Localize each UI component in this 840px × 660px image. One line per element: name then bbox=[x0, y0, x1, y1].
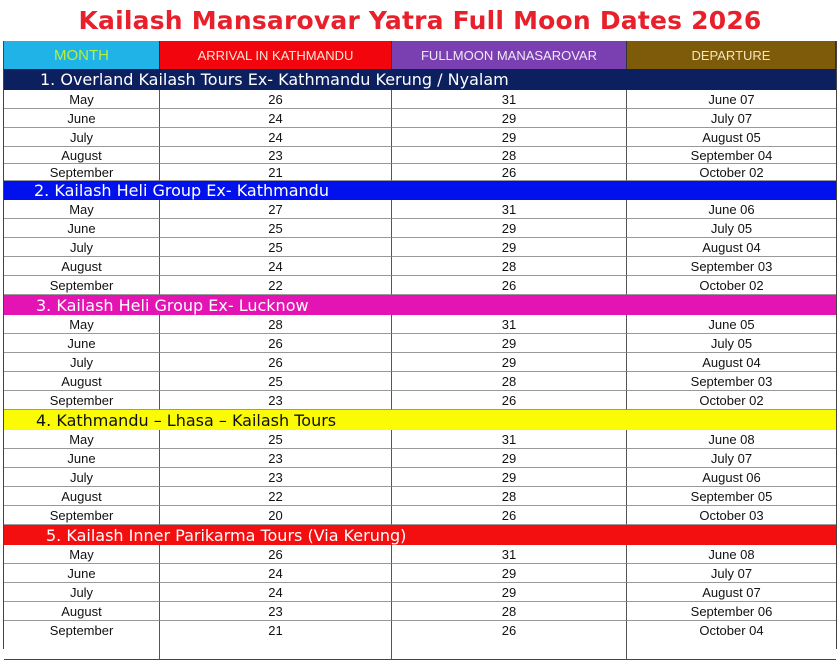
column-header-departure: DEPARTURE bbox=[627, 41, 836, 69]
arrival-cell: 23 bbox=[160, 391, 392, 410]
fullmoon-cell: 26 bbox=[392, 621, 627, 660]
month-cell: May bbox=[4, 90, 160, 109]
column-header-arrival: ARRIVAL IN KATHMANDU bbox=[160, 41, 392, 69]
table-row bbox=[4, 391, 836, 410]
month-cell: May bbox=[4, 545, 160, 564]
fullmoon-cell: 29 bbox=[392, 334, 627, 353]
arrival-cell: 23 bbox=[160, 449, 392, 468]
departure-cell: July 07 bbox=[627, 109, 836, 128]
month-cell: June bbox=[4, 449, 160, 468]
full-moon-dates-table bbox=[3, 41, 837, 649]
fullmoon-cell: 29 bbox=[392, 238, 627, 257]
arrival-cell: 22 bbox=[160, 487, 392, 506]
fullmoon-cell: 28 bbox=[392, 487, 627, 506]
departure-cell: June 07 bbox=[627, 90, 836, 109]
departure-cell: August 07 bbox=[627, 583, 836, 602]
section-heading: 5. Kailash Inner Parikarma Tours (Via Kerung) bbox=[4, 525, 836, 545]
fullmoon-cell: 29 bbox=[392, 468, 627, 487]
departure-cell: August 05 bbox=[627, 128, 836, 147]
month-cell: September bbox=[4, 621, 160, 660]
table-row bbox=[4, 315, 836, 334]
table-row bbox=[4, 545, 836, 564]
arrival-cell: 23 bbox=[160, 468, 392, 487]
departure-cell: August 06 bbox=[627, 468, 836, 487]
table-header-row bbox=[4, 41, 836, 69]
arrival-cell: 25 bbox=[160, 238, 392, 257]
departure-cell: June 08 bbox=[627, 430, 836, 449]
month-cell: June bbox=[4, 334, 160, 353]
month-cell: August bbox=[4, 147, 160, 164]
month-cell: July bbox=[4, 128, 160, 147]
fullmoon-cell: 26 bbox=[392, 506, 627, 525]
fullmoon-cell: 31 bbox=[392, 430, 627, 449]
departure-cell: September 04 bbox=[627, 147, 836, 164]
table-row bbox=[4, 200, 836, 219]
departure-cell: June 08 bbox=[627, 545, 836, 564]
table-row bbox=[4, 430, 836, 449]
column-header-month: MONTH bbox=[4, 41, 160, 69]
departure-cell: October 02 bbox=[627, 391, 836, 410]
fullmoon-cell: 29 bbox=[392, 564, 627, 583]
fullmoon-cell: 29 bbox=[392, 219, 627, 238]
departure-cell: August 04 bbox=[627, 353, 836, 372]
table-row bbox=[4, 334, 836, 353]
arrival-cell: 23 bbox=[160, 147, 392, 164]
table-row bbox=[4, 109, 836, 128]
table-row bbox=[4, 276, 836, 295]
fullmoon-cell: 29 bbox=[392, 128, 627, 147]
fullmoon-cell: 29 bbox=[392, 449, 627, 468]
fullmoon-cell: 31 bbox=[392, 90, 627, 109]
table-row bbox=[4, 506, 836, 525]
table-row bbox=[4, 147, 836, 164]
month-cell: May bbox=[4, 315, 160, 334]
table-row bbox=[4, 128, 836, 147]
table-row bbox=[4, 449, 836, 468]
arrival-cell: 26 bbox=[160, 334, 392, 353]
month-cell: July bbox=[4, 583, 160, 602]
section-heading: 3. Kailash Heli Group Ex- Lucknow bbox=[4, 295, 836, 315]
arrival-cell: 21 bbox=[160, 164, 392, 181]
arrival-cell: 25 bbox=[160, 430, 392, 449]
departure-cell: October 03 bbox=[627, 506, 836, 525]
fullmoon-cell: 31 bbox=[392, 545, 627, 564]
fullmoon-cell: 28 bbox=[392, 257, 627, 276]
fullmoon-cell: 26 bbox=[392, 164, 627, 181]
page-title: Kailash Mansarovar Yatra Full Moon Dates 2026 bbox=[78, 6, 762, 35]
month-cell: September bbox=[4, 391, 160, 410]
departure-cell: August 04 bbox=[627, 238, 836, 257]
departure-cell: July 05 bbox=[627, 219, 836, 238]
table-row bbox=[4, 468, 836, 487]
fullmoon-cell: 29 bbox=[392, 109, 627, 128]
fullmoon-cell: 31 bbox=[392, 315, 627, 334]
arrival-cell: 24 bbox=[160, 257, 392, 276]
fullmoon-cell: 29 bbox=[392, 583, 627, 602]
departure-cell: June 05 bbox=[627, 315, 836, 334]
table-row bbox=[4, 257, 836, 276]
table-row bbox=[4, 372, 836, 391]
table-row bbox=[4, 219, 836, 238]
month-cell: July bbox=[4, 468, 160, 487]
arrival-cell: 24 bbox=[160, 128, 392, 147]
arrival-cell: 26 bbox=[160, 90, 392, 109]
table-row bbox=[4, 164, 836, 181]
table-row bbox=[4, 353, 836, 372]
table-row bbox=[4, 621, 836, 660]
arrival-cell: 24 bbox=[160, 583, 392, 602]
arrival-cell: 22 bbox=[160, 276, 392, 295]
table-row bbox=[4, 238, 836, 257]
table-row bbox=[4, 602, 836, 621]
month-cell: May bbox=[4, 200, 160, 219]
arrival-cell: 26 bbox=[160, 353, 392, 372]
month-cell: August bbox=[4, 257, 160, 276]
month-cell: September bbox=[4, 164, 160, 181]
departure-cell: October 02 bbox=[627, 276, 836, 295]
fullmoon-cell: 26 bbox=[392, 276, 627, 295]
departure-cell: June 06 bbox=[627, 200, 836, 219]
table-body bbox=[4, 69, 836, 660]
fullmoon-cell: 29 bbox=[392, 353, 627, 372]
fullmoon-cell: 28 bbox=[392, 372, 627, 391]
arrival-cell: 27 bbox=[160, 200, 392, 219]
month-cell: May bbox=[4, 430, 160, 449]
arrival-cell: 20 bbox=[160, 506, 392, 525]
arrival-cell: 25 bbox=[160, 372, 392, 391]
month-cell: July bbox=[4, 353, 160, 372]
departure-cell: October 02 bbox=[627, 164, 836, 181]
arrival-cell: 24 bbox=[160, 109, 392, 128]
departure-cell: July 05 bbox=[627, 334, 836, 353]
section-heading: 1. Overland Kailash Tours Ex- Kathmandu Kerung / Nyalam bbox=[4, 69, 836, 90]
month-cell: September bbox=[4, 276, 160, 295]
departure-cell: July 07 bbox=[627, 564, 836, 583]
section-heading: 4. Kathmandu – Lhasa – Kailash Tours bbox=[4, 410, 836, 430]
arrival-cell: 23 bbox=[160, 602, 392, 621]
departure-cell: October 04 bbox=[627, 621, 836, 660]
month-cell: June bbox=[4, 564, 160, 583]
column-header-fullmoon: FULLMOON MANASAROVAR bbox=[392, 41, 627, 69]
month-cell: June bbox=[4, 219, 160, 238]
arrival-cell: 24 bbox=[160, 564, 392, 583]
month-cell: July bbox=[4, 238, 160, 257]
table-row bbox=[4, 564, 836, 583]
fullmoon-cell: 31 bbox=[392, 200, 627, 219]
month-cell: June bbox=[4, 109, 160, 128]
arrival-cell: 28 bbox=[160, 315, 392, 334]
departure-cell: September 05 bbox=[627, 487, 836, 506]
fullmoon-cell: 28 bbox=[392, 147, 627, 164]
table-row bbox=[4, 90, 836, 109]
fullmoon-cell: 28 bbox=[392, 602, 627, 621]
departure-cell: September 03 bbox=[627, 372, 836, 391]
month-cell: August bbox=[4, 487, 160, 506]
section-heading: 2. Kailash Heli Group Ex- Kathmandu bbox=[4, 181, 836, 200]
table-row bbox=[4, 487, 836, 506]
arrival-cell: 21 bbox=[160, 621, 392, 660]
departure-cell: September 06 bbox=[627, 602, 836, 621]
month-cell: August bbox=[4, 602, 160, 621]
month-cell: September bbox=[4, 506, 160, 525]
arrival-cell: 26 bbox=[160, 545, 392, 564]
table-row bbox=[4, 583, 836, 602]
departure-cell: September 03 bbox=[627, 257, 836, 276]
departure-cell: July 07 bbox=[627, 449, 836, 468]
fullmoon-cell: 26 bbox=[392, 391, 627, 410]
month-cell: August bbox=[4, 372, 160, 391]
arrival-cell: 25 bbox=[160, 219, 392, 238]
